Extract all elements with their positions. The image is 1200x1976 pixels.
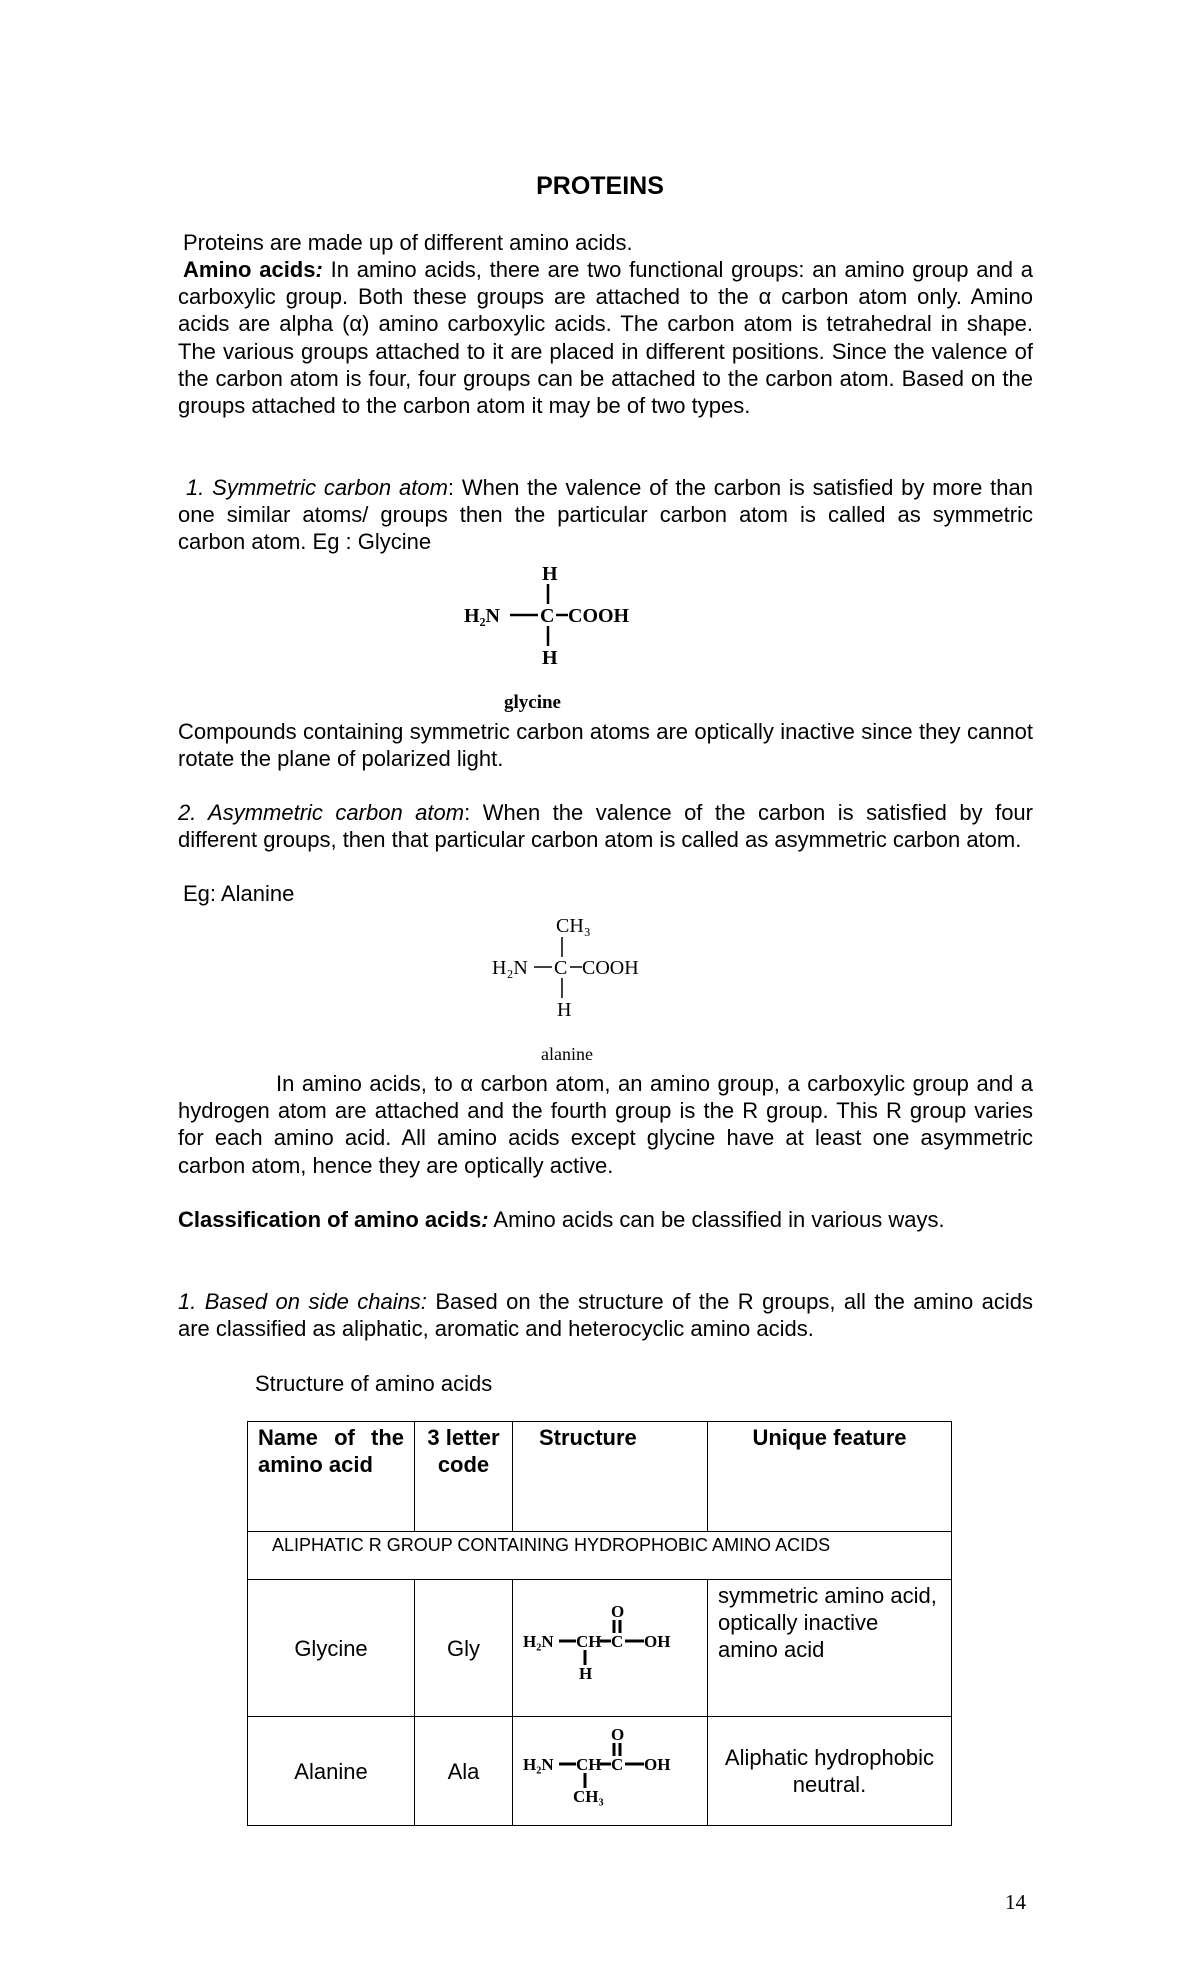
amino-acids-heading: Amino acids <box>183 257 316 282</box>
amino-acids-paragraph <box>178 256 1033 419</box>
glycine-bottom-atom: H <box>542 647 558 669</box>
amino-acids-text: In amino acids, there are two functional groups: an amino group and a carboxylic group. Both these groups are attached to the α carbon atom only. Amino acids are alpha (α) amino carboxylic acids. The carbon atom is tetrahedral in shape. The various groups attached to it are placed in different positions. Since the valence of the carbon atom is four, four groups can be attached to the carbon atom. Based on the groups attached to the carbon atom it may be of two types. <box>178 257 1034 419</box>
row-alanine-code: Ala <box>415 1717 513 1826</box>
alanine-right-group: COOH <box>582 957 639 979</box>
glycine-right-group: COOH <box>568 605 630 627</box>
alanine-table-structure <box>513 1718 708 1818</box>
glycine-left-group: H₂N <box>464 605 500 627</box>
asymmetric-paragraph <box>178 799 1033 853</box>
alanine-ch: CH <box>576 1755 602 1774</box>
glycine-amine: H₂N <box>523 1632 554 1651</box>
header-code: 3 letter code <box>415 1422 513 1532</box>
row-alanine-structure <box>513 1717 708 1826</box>
symmetric-heading: 1. Symmetric carbon atom <box>186 475 448 500</box>
table-row <box>248 1580 952 1717</box>
amino-acid-table <box>247 1421 952 1826</box>
glycine-caption: glycine <box>504 692 561 713</box>
table-row <box>248 1717 952 1826</box>
header-name: Name of the amino acid <box>248 1422 415 1532</box>
symmetric-after-paragraph: Compounds containing symmetric carbon atoms are optically inactive since they cannot rotate the plane of polarized light. <box>178 719 1033 772</box>
symmetric-paragraph <box>178 474 1033 556</box>
row-glycine-code: Gly <box>415 1580 513 1717</box>
r-group-text: In amino acids, to α carbon atom, an amino group, a carboxylic group and a hydrogen atom are attached and the fourth group is the R group. This R group varies for each amino acid. All amino acids except glycine have at least one asymmetric carbon atom, hence they are optically active. <box>178 1071 1033 1178</box>
alanine-oh: OH <box>644 1755 671 1774</box>
group-row <box>248 1532 952 1580</box>
alanine-amine: H₂N <box>523 1755 554 1774</box>
row-glycine-name: Glycine <box>248 1580 415 1717</box>
row-alanine-feature: Aliphatic hydrophobic neutral. <box>708 1717 952 1826</box>
table-header-row <box>248 1422 952 1532</box>
asymmetric-heading: 2. Asymmetric carbon atom <box>178 800 465 825</box>
alanine-top-group: CH₃ <box>556 915 591 937</box>
alanine-center-atom: C <box>554 957 568 979</box>
classification-paragraph <box>178 1206 1033 1233</box>
table-title: Structure of amino acids <box>255 1371 493 1396</box>
side-chains-heading: 1. Based on side chains: <box>178 1289 427 1314</box>
alanine-example: Eg: Alanine <box>183 881 295 906</box>
r-group-paragraph <box>178 1070 1033 1179</box>
group-row-label: ALIPHATIC R GROUP CONTAINING HYDROPHOBIC AMINO ACIDS <box>248 1532 952 1580</box>
alanine-structure <box>490 910 670 1070</box>
asymmetric-text: : When the valence of the carbon is satisfied by four different groups, then that particular carbon atom is called as asymmetric carbon atom. <box>178 800 1033 853</box>
row-glycine-feature: symmetric amino acid, optically inactive amino acid <box>708 1580 952 1717</box>
glycine-carbonyl-o: O <box>611 1602 625 1621</box>
glycine-table-structure <box>513 1595 708 1695</box>
classification-heading: Classification of amino acids <box>178 1207 482 1232</box>
alanine-sub: CH₃ <box>573 1787 604 1806</box>
row-alanine-name: Alanine <box>248 1717 415 1826</box>
row-glycine-structure <box>513 1580 708 1717</box>
glycine-ch: CH <box>576 1632 602 1651</box>
alanine-caption: alanine <box>541 1044 593 1064</box>
symmetric-text: : When the valence of the carbon is satisfied by more than one similar atoms/ groups then the particular carbon atom is called as symmetric carbon atom. Eg : Glycine <box>178 475 1033 555</box>
alanine-carbonyl-o: O <box>611 1725 625 1744</box>
glycine-oh: OH <box>644 1632 671 1651</box>
page-number: 14 <box>1005 1890 1026 1914</box>
header-feature: Unique feature <box>708 1422 952 1532</box>
glycine-c: C <box>611 1632 624 1651</box>
glycine-structure <box>440 560 670 720</box>
glycine-bonds <box>510 584 568 646</box>
glycine-sub: H <box>579 1664 593 1683</box>
intro-paragraph: Proteins are made up of different amino acids. <box>183 230 633 255</box>
classification-colon: : <box>481 1207 489 1232</box>
glycine-top-atom: H <box>542 563 558 585</box>
side-chains-paragraph <box>178 1288 1033 1342</box>
glycine-center-atom: C <box>540 605 555 627</box>
alanine-c: C <box>611 1755 624 1774</box>
classification-text: Amino acids can be classified in various ways. <box>488 1207 945 1232</box>
side-chains-text: Based on the structure of the R groups, all the amino acids are classified as aliphatic, aromatic and heterocyclic amino acids. <box>178 1289 1034 1342</box>
header-structure: Structure <box>513 1422 708 1532</box>
alanine-table-bonds <box>559 1743 644 1788</box>
alanine-left-group: H₂N <box>492 957 528 979</box>
page-title: PROTEINS <box>536 172 664 200</box>
amino-acids-colon: : <box>315 257 323 282</box>
alanine-bottom-atom: H <box>557 999 572 1021</box>
glycine-table-bonds <box>559 1620 644 1665</box>
